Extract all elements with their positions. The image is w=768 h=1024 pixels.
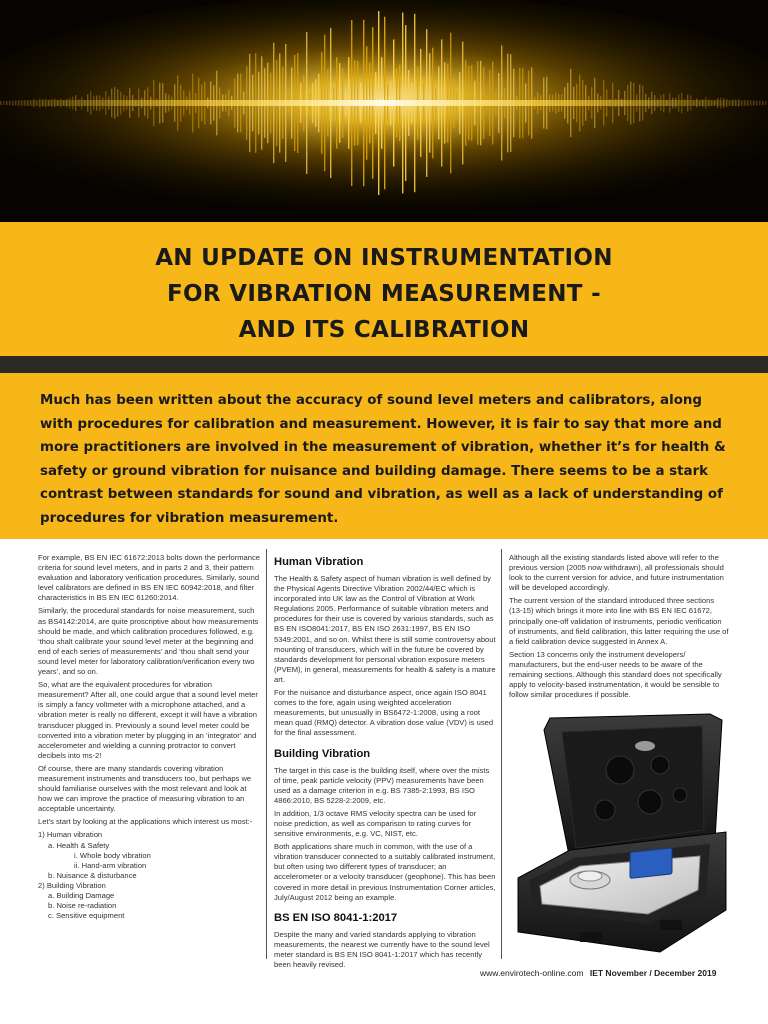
- column-2: [274, 553, 496, 973]
- section-heading: Human Vibration: [274, 556, 364, 568]
- paragraph: Of course, there are many standards covering vibration measurement instruments and transducers too, but perhaps we should familiarise ourselves with the most relevant and look at how we can improve the practice of measuring vibration to an acceptable uncertainty.: [38, 763, 252, 814]
- list-item: ii. Hand-arm vibration: [74, 860, 147, 870]
- paragraph: The Health & Safety aspect of human vibration is well defined by the Physical Agents Directive Vibration 2002/44/EC which is incorporated into UK law as the Control of Vibration at Work Regulations 2005. Performance of suitable vibration meters and procedures for their use is covered by various standards, such as BS EN ISO8041:2017, BS EN ISO 2631:1997, BS EN ISO 5349:2001, and so on. Whilst there is still some controversy about mounting of transducers, which will in the future be covered by standards development for personal vibration exposure meters (PVEM), in general, measurements for health & safety is a mature art.: [274, 574, 496, 684]
- column-divider: [266, 549, 267, 959]
- paragraph: Both applications share much in common, with the use of a vibration transducer connected to a suitably calibrated instrument, but often using two different types of transducer; an accelerometer or a velocity transducer (geophone). This has been covered in more detail in previous Instrumentation Corner articles, July/August 2012 being an example.: [274, 842, 496, 902]
- sound-wave-image: [0, 0, 768, 222]
- list-item: b. Nuisance & disturbance: [48, 870, 137, 880]
- hero-banner: [0, 0, 768, 222]
- paragraph: Section 13 concerns only the instrument developers/ manufacturers, but the end-user needs to be aware of the remaining sections. Although this standard does not specifically apply to velocity-based instrumentation, it would be sensible to follow similar procedures if possible.: [509, 649, 722, 700]
- paragraph: The current version of the standard introduced three sections (13-15) which brings it more into line with BS EN IEC 61672, principally one-off validation of instruments, periodic verification of instruments, and field calibration, this latter requiring the use of a field calibration device suggested in Annex A.: [509, 596, 729, 646]
- footer-issue: IET November / December 2019: [589, 968, 717, 978]
- list-item: i. Whole body vibration: [74, 850, 151, 860]
- vibration-calibrator-case-image: [510, 710, 732, 960]
- paragraph: Despite the many and varied standards applying to vibration measurements, the nearest we currently have to the sound level meter standard is BS EN ISO 8041-1:2017 which has recently been heavily revised.: [274, 929, 490, 969]
- page-footer: [480, 968, 716, 978]
- title-band: [0, 222, 768, 356]
- list-item: 2) Building Vibration: [38, 880, 106, 890]
- paragraph: In addition, 1/3 octave RMS velocity spectra can be used for noise prediction, as well as comparison to rating curves for sensitive environments, e.g. VC, NIST, etc.: [274, 808, 477, 839]
- divider-band: [0, 356, 768, 373]
- footer-url: www.envirotech-online.com: [480, 968, 584, 978]
- paragraph: Although all the existing standards listed above will refer to the previous version (2005 now withdrawn), all professionals should look to the current version for advice, and future instrumentation will be developed accordingly.: [509, 553, 724, 593]
- paragraph: For the nuisance and disturbance aspect, once again ISO 8041 comes to the fore, again using weighted acceleration measurements, but unusually in BS6472-1:2008, using a root mean quad (RMQ) detector. A vibration dose value (VDV) is used for the final assessment.: [274, 688, 494, 738]
- column-3: [509, 553, 729, 703]
- paragraph: So, what are the equivalent procedures for vibration measurement? After all, one could argue that a sound level meter is simply a fancy voltmeter with a microphone attached, and a vibration meter is really no different, except it will have a vibration transducer plugged in. Previously a sound level meter could be converted into a vibration meter by plugging in an ‘integrator’ and accelerometer and wielding a cunning protractor to convert decibels into ms-2!: [38, 680, 258, 760]
- section-heading: Building Vibration: [274, 747, 371, 760]
- list-item: c. Sensitive equipment: [48, 911, 125, 921]
- section-heading: BS EN ISO 8041-1:2017: [274, 911, 398, 924]
- column-divider: [501, 549, 502, 959]
- intro-band: [0, 373, 768, 539]
- article-title-line-2: FOR VIBRATION MEASUREMENT -: [167, 281, 601, 307]
- list-item: a. Health & Safety: [48, 840, 110, 850]
- list-item: b. Noise re-radiation: [48, 901, 117, 911]
- intro-paragraph: Much has been written about the accuracy of sound level meters and calibrators, along with procedures for calibration and measurement. However, it is fair to say that more and more practitioners are involved in the measurement of vibration, whether it’s for health & safety or ground vibration for nuisance and building damage. There seems to be a stark contrast between standards for sound and vibration, as well as a lack of understanding of procedures for vibration measurement.: [40, 393, 726, 526]
- paragraph: The target in this case is the building itself, where over the mists of time, peak particle velocity (PPV) measurements have been used as a damage criterion in e.g. BS 7385-2:1993, BS ISO 4866:2010, BS 5228-2:2009, etc.: [274, 765, 490, 805]
- column-1: [38, 553, 262, 921]
- list-item: a. Building Damage: [48, 891, 115, 900]
- paragraph: Let’s start by looking at the applications which interest us most:-: [38, 817, 253, 827]
- article-title-line-3: AND ITS CALIBRATION: [238, 317, 530, 343]
- list-item: 1) Human vibration: [38, 830, 103, 840]
- article-title-line-1: AN UPDATE ON INSTRUMENTATION: [155, 245, 613, 271]
- paragraph: Similarly, the procedural standards for noise measurement, such as BS4142:2014, are quite proscriptive about how measurements should be made, and which calibration procedures followed, e.g. ‘thou shalt calibrate your sound level meter at the beginning and end of each series of measurements’ and ‘thou shalt send your sound level meter for laboratory calibration/verification every two years’, and so on.: [38, 606, 259, 677]
- paragraph: For example, BS EN IEC 61672:2013 bolts down the performance criteria for sound level meters, and in parts 2 and 3, their pattern evaluation and laboratory verification procedures. Similarly, sound level calibrators are defined in BS EN IEC 60942:2018, and filter characteristics in BS EN IEC 61260:2014.: [38, 553, 261, 603]
